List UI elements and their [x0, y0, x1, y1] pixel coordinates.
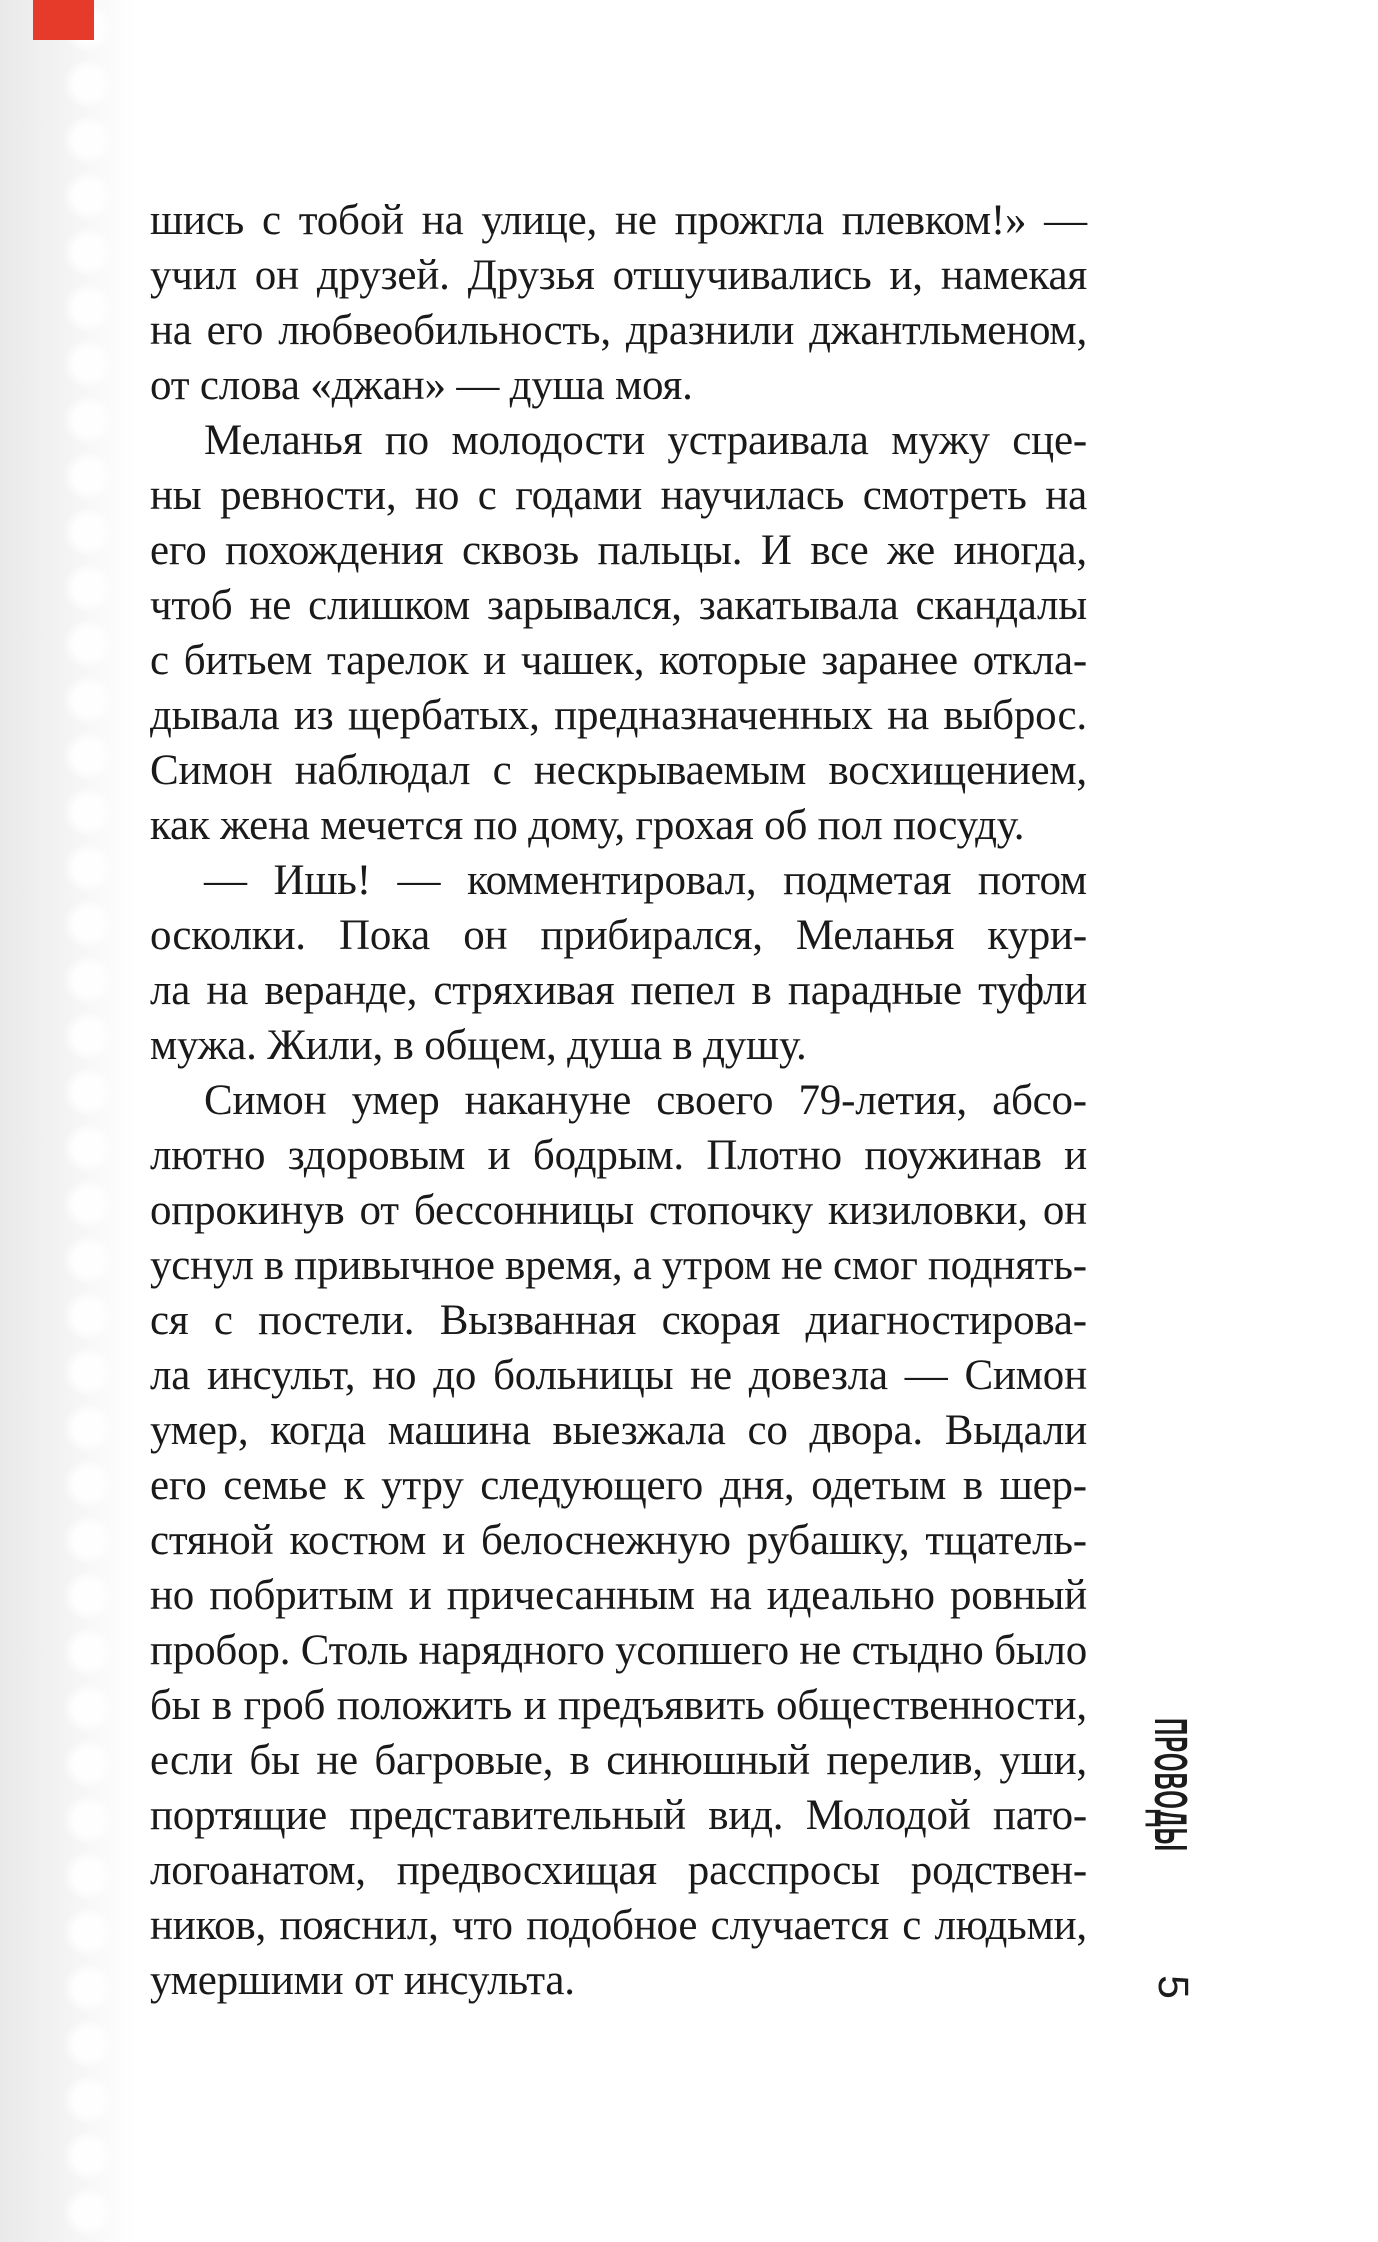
text-line: Меланья по молодости устраивала мужу сце-: [204, 417, 1087, 464]
text-line: его похождения сквозь пальцы. И все же иногда,: [150, 527, 1087, 574]
text-line: пробор. Столь нарядного усопшего не стыдно было: [150, 1627, 1087, 1674]
text-line: осколки. Пока он прибирался, Меланья кури-: [150, 912, 1087, 959]
text-line: стяной костюм и белоснежную рубашку, тщатель-: [150, 1517, 1087, 1564]
text-line: опрокинув от бессонницы стопочку кизиловки, он: [150, 1187, 1087, 1234]
text-line: — Ишь! — комментировал, подметая потом: [204, 857, 1087, 904]
chapter-running-title-text: ПРОВОДЫ: [1145, 1718, 1197, 1853]
text-line: учил он друзей. Друзья отшучивались и, намекая: [150, 252, 1087, 299]
text-line: на его любвеобильность, дразнили джантльменом,: [150, 307, 1087, 354]
body-text: [150, 193, 1087, 2008]
text-line: чтоб не слишком зарывался, закатывала скандалы: [150, 582, 1087, 629]
text-line: лютно здоровым и бодрым. Плотно поужинав и: [150, 1132, 1087, 1179]
paragraph: [150, 853, 1087, 1073]
text-line: ла на веранде, стряхивая пепел в парадные туфли: [150, 967, 1087, 1014]
text-line: от слова «джан» — душа моя.: [150, 362, 693, 409]
text-line: мужа. Жили, в общем, душа в душу.: [150, 1022, 807, 1069]
bookmark-ribbon-icon[interactable]: [33, 0, 94, 40]
text-line: шись с тобой на улице, не прожгла плевком!» —: [150, 197, 1087, 244]
text-line: ся с постели. Вызванная скорая диагностирова-: [150, 1297, 1087, 1344]
text-line: ла инсульт, но до больницы не довезла — Симон: [150, 1352, 1087, 1399]
text-line: дывала из щербатых, предназначенных на выброс.: [150, 692, 1087, 739]
text-line: если бы не багровые, в синюшный перелив, уши,: [150, 1737, 1087, 1784]
page-number: 5: [1149, 1975, 1197, 1999]
paragraph: [150, 1073, 1087, 2008]
text-line: бы в гроб положить и предъявить общественности,: [150, 1682, 1087, 1729]
text-line: Симон наблюдал с нескрываемым восхищением,: [150, 747, 1087, 794]
text-line: с битьем тарелок и чашек, которые заранее откла-: [150, 637, 1087, 684]
text-line: но побритым и причесанным на идеально ровный: [150, 1572, 1087, 1619]
page-curl-shadow: [0, 0, 140, 2242]
paragraph: [150, 413, 1087, 853]
text-line: его семье к утру следующего дня, одетым в шер-: [150, 1462, 1087, 1509]
text-line: умершими от инсульта.: [150, 1957, 575, 2004]
text-line: ников, пояснил, что подобное случается с людьми,: [150, 1902, 1087, 1949]
text-line: Симон умер накануне своего 79-летия, абсо-: [204, 1077, 1087, 1124]
text-line: уснул в привычное время, а утром не смог поднять-: [150, 1242, 1087, 1289]
chapter-running-title: [1145, 1718, 1197, 1853]
text-line: логоанатом, предвосхищая расспросы родствен-: [150, 1847, 1087, 1894]
text-line: портящие представительный вид. Молодой пато-: [150, 1792, 1087, 1839]
paragraph: [150, 193, 1087, 413]
text-line: ны ревности, но с годами научилась смотреть на: [150, 472, 1087, 519]
text-line: умер, когда машина выезжала со двора. Выдали: [150, 1407, 1087, 1454]
text-line: как жена мечется по дому, грохая об пол посуду.: [150, 802, 1025, 849]
